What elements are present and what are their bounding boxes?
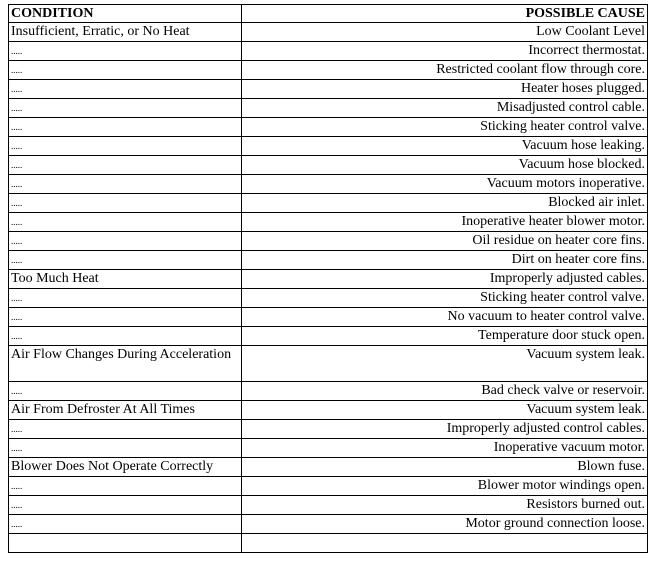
table-row [9, 251, 648, 270]
condition-cell: ..... [9, 496, 242, 515]
table-row [9, 515, 648, 534]
condition-cell: ..... [9, 289, 242, 308]
condition-cell: ..... [9, 327, 242, 346]
condition-cell: Insufficient, Erratic, or No Heat [9, 23, 242, 42]
cause-cell: Vacuum motors inoperative. [242, 175, 648, 194]
cause-cell: No vacuum to heater control valve. [242, 308, 648, 327]
table-row-empty [9, 534, 648, 553]
cause-cell: Restricted coolant flow through core. [242, 61, 648, 80]
condition-cell: Air From Defroster At All Times [9, 401, 242, 420]
condition-cell: ..... [9, 382, 242, 401]
column-header-possible-cause: POSSIBLE CAUSE [242, 5, 648, 23]
table-row [9, 308, 648, 327]
table-row [9, 289, 648, 308]
cause-cell: Vacuum system leak. [242, 401, 648, 420]
table-row [9, 327, 648, 346]
table-row [9, 270, 648, 289]
condition-cell: Air Flow Changes During Acceleration [9, 346, 242, 382]
column-header-condition: CONDITION [9, 5, 242, 23]
condition-cell: ..... [9, 232, 242, 251]
condition-cell: ..... [9, 137, 242, 156]
diagnosis-table [8, 4, 648, 553]
cause-cell: Sticking heater control valve. [242, 118, 648, 137]
table-row [9, 477, 648, 496]
cause-cell: Blower motor windings open. [242, 477, 648, 496]
condition-cell: ..... [9, 42, 242, 61]
condition-cell: ..... [9, 308, 242, 327]
table-row [9, 346, 648, 382]
cause-cell: Blocked air inlet. [242, 194, 648, 213]
condition-cell: Blower Does Not Operate Correctly [9, 458, 242, 477]
table-row [9, 42, 648, 61]
cause-cell: Low Coolant Level [242, 23, 648, 42]
condition-cell-empty [9, 534, 242, 553]
cause-cell-empty [242, 534, 648, 553]
table-row [9, 156, 648, 175]
table-row [9, 175, 648, 194]
condition-cell: ..... [9, 99, 242, 118]
condition-cell: ..... [9, 420, 242, 439]
cause-cell: Improperly adjusted control cables. [242, 420, 648, 439]
condition-cell: ..... [9, 439, 242, 458]
table-header-row [9, 5, 648, 23]
table-row [9, 23, 648, 42]
cause-cell: Sticking heater control valve. [242, 289, 648, 308]
cause-cell: Vacuum hose blocked. [242, 156, 648, 175]
cause-cell: Motor ground connection loose. [242, 515, 648, 534]
table-row [9, 458, 648, 477]
cause-cell: Incorrect thermostat. [242, 42, 648, 61]
condition-cell: Too Much Heat [9, 270, 242, 289]
table-row [9, 496, 648, 515]
condition-cell: ..... [9, 80, 242, 99]
cause-cell: Bad check valve or reservoir. [242, 382, 648, 401]
cause-cell: Inoperative heater blower motor. [242, 213, 648, 232]
table-row [9, 382, 648, 401]
table-row [9, 118, 648, 137]
cause-cell: Improperly adjusted cables. [242, 270, 648, 289]
condition-cell: ..... [9, 515, 242, 534]
table-row [9, 61, 648, 80]
cause-cell: Temperature door stuck open. [242, 327, 648, 346]
cause-cell: Heater hoses plugged. [242, 80, 648, 99]
condition-cell: ..... [9, 477, 242, 496]
condition-cell: ..... [9, 61, 242, 80]
cause-cell: Vacuum system leak. [242, 346, 648, 382]
cause-cell: Inoperative vacuum motor. [242, 439, 648, 458]
table-row [9, 80, 648, 99]
cause-cell: Misadjusted control cable. [242, 99, 648, 118]
cause-cell: Resistors burned out. [242, 496, 648, 515]
table-row [9, 213, 648, 232]
table-row [9, 99, 648, 118]
condition-cell: ..... [9, 118, 242, 137]
condition-cell: ..... [9, 213, 242, 232]
cause-cell: Vacuum hose leaking. [242, 137, 648, 156]
table-row [9, 439, 648, 458]
table-row [9, 232, 648, 251]
condition-cell: ..... [9, 175, 242, 194]
table-row [9, 194, 648, 213]
cause-cell: Blown fuse. [242, 458, 648, 477]
table-row [9, 137, 648, 156]
condition-cell: ..... [9, 156, 242, 175]
cause-cell: Dirt on heater core fins. [242, 251, 648, 270]
condition-cell: ..... [9, 251, 242, 270]
condition-cell: ..... [9, 194, 242, 213]
table-row [9, 420, 648, 439]
table-row [9, 401, 648, 420]
cause-cell: Oil residue on heater core fins. [242, 232, 648, 251]
